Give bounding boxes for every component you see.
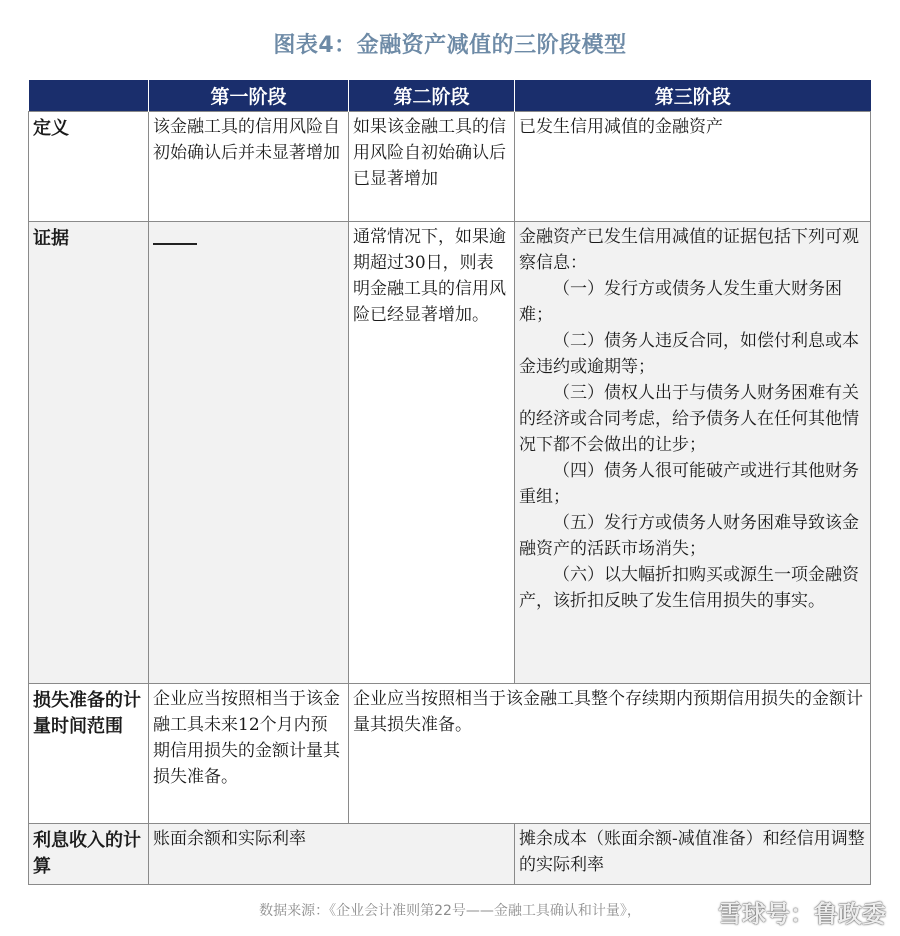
provision-stage-1: 企业应当按照相当于该金融工具未来12个月内预期信用损失的金额计量其损失准备。 (149, 684, 349, 824)
header-stage-1: 第一阶段 (149, 80, 349, 112)
impairment-model-table (28, 80, 871, 885)
header-blank (29, 80, 149, 112)
evidence-item: （三）债权人出于与债务人财务困难有关的经济或合同考虑，给予债务人在任何其他情况下都不会做出的让步； (519, 383, 859, 455)
figure-title: 图表4：金融资产减值的三阶段模型 (273, 33, 627, 58)
evidence-stage-1 (149, 222, 349, 684)
row-label-evidence: 证据 (29, 222, 149, 684)
source-note: 数据来源：《企业会计准则第22号——金融工具确认和计量》， (259, 903, 641, 919)
evidence-intro: 金融资产已发生信用减值的证据包括下列可观察信息： (519, 227, 859, 273)
row-evidence (29, 222, 871, 684)
row-definition (29, 112, 871, 222)
evidence-item: （一）发行方或债务人发生重大财务困难； (519, 279, 842, 325)
row-provision (29, 684, 871, 824)
watermark: 雪球号：鲁政委 (718, 900, 886, 928)
evidence-item: （二）债务人违反合同，如偿付利息或本金违约或逾期等； (519, 331, 859, 377)
row-label-interest: 利息收入的计算 (29, 824, 149, 885)
definition-stage-2: 如果该金融工具的信用风险自初始确认后已显著增加 (349, 112, 515, 222)
evidence-item: （四）债务人很可能破产或进行其他财务重组； (519, 461, 859, 507)
row-label-definition: 定义 (29, 112, 149, 222)
evidence-item: （五）发行方或债务人财务困难导致该金融资产的活跃市场消失； (519, 513, 859, 559)
evidence-stage-3 (515, 222, 871, 684)
table-header-row (29, 80, 871, 112)
interest-stage-3: 摊余成本（账面余额-减值准备）和经信用调整的实际利率 (515, 824, 871, 885)
definition-stage-3: 已发生信用减值的金融资产 (515, 112, 871, 222)
header-stage-2: 第二阶段 (349, 80, 515, 112)
row-interest (29, 824, 871, 885)
evidence-item: （六）以大幅折扣购买或源生一项金融资产，该折扣反映了发生信用损失的事实。 (519, 565, 859, 611)
dash-mark (153, 243, 197, 245)
definition-stage-1: 该金融工具的信用风险自初始确认后并未显著增加 (149, 112, 349, 222)
provision-stage-2-3: 企业应当按照相当于该金融工具整个存续期内预期信用损失的金额计量其损失准备。 (349, 684, 871, 824)
interest-stage-1-2: 账面余额和实际利率 (149, 824, 515, 885)
evidence-stage-2: 通常情况下，如果逾期超过30日，则表明金融工具的信用风险已经显著增加。 (349, 222, 515, 684)
row-label-provision: 损失准备的计量时间范围 (29, 684, 149, 824)
header-stage-3: 第三阶段 (515, 80, 871, 112)
